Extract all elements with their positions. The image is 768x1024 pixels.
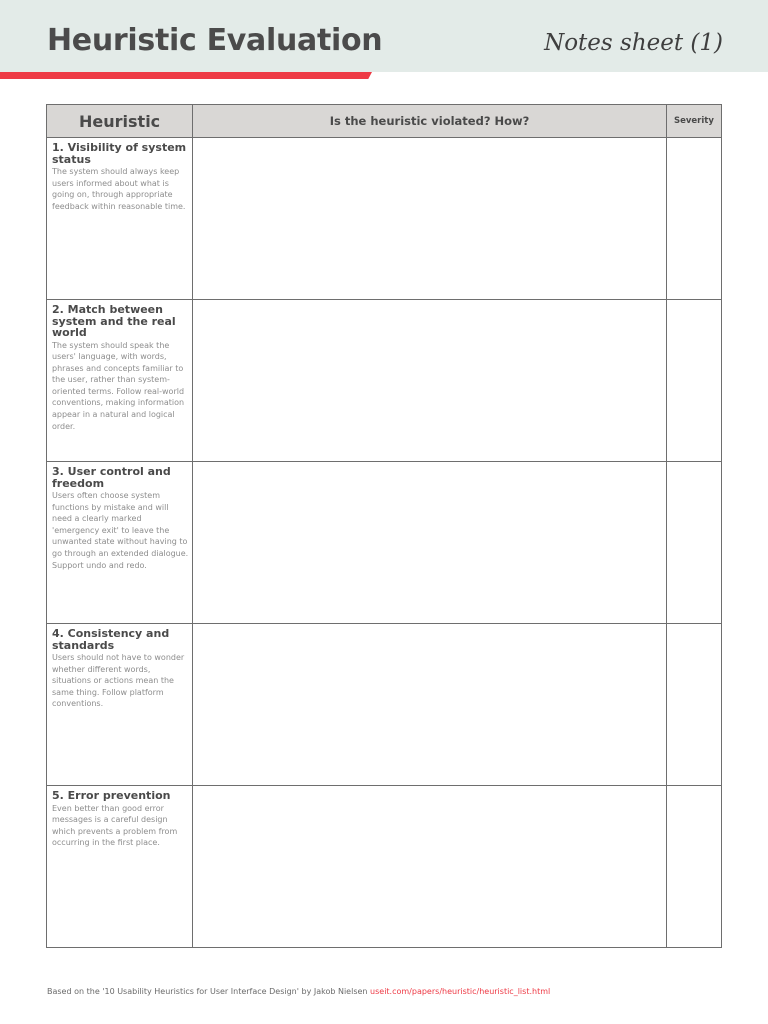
table-row bbox=[47, 462, 722, 624]
heuristic-cell bbox=[47, 138, 193, 300]
notes-cell[interactable] bbox=[193, 786, 667, 948]
heuristic-title: 5. Error prevention bbox=[52, 789, 171, 802]
heuristic-title: 4. Consistency and standards bbox=[52, 627, 170, 652]
footer-citation bbox=[47, 987, 550, 996]
heuristic-cell bbox=[47, 462, 193, 624]
notes-cell[interactable] bbox=[193, 138, 667, 300]
heuristic-description: Even better than good error messages is a careful design which prevents a problem from occurring in the first place. bbox=[52, 803, 178, 848]
heuristic-title: 3. User control and freedom bbox=[52, 465, 171, 490]
heuristic-cell bbox=[47, 300, 193, 462]
severity-cell[interactable] bbox=[666, 462, 721, 624]
table-row bbox=[47, 786, 722, 948]
table-header-row bbox=[47, 105, 722, 138]
heuristic-title: 2. Match between system and the real world bbox=[52, 303, 176, 339]
table-row bbox=[47, 624, 722, 786]
table-row bbox=[47, 300, 722, 462]
severity-cell[interactable] bbox=[666, 786, 721, 948]
footer-text: Based on the '10 Usability Heuristics for User Interface Design' by Jakob Nielsen bbox=[47, 987, 368, 996]
column-header-heuristic: Heuristic bbox=[47, 105, 193, 138]
severity-cell[interactable] bbox=[666, 300, 721, 462]
notes-cell[interactable] bbox=[193, 462, 667, 624]
heuristic-description: Users often choose system functions by mistake and will need a clearly marked 'emergency exit' to leave the unwanted state without having to go through an extended dialogue. Support undo and redo. bbox=[52, 491, 189, 570]
footer-link[interactable]: useit.com/papers/heuristic/heuristic_list.html bbox=[370, 987, 551, 996]
column-header-how: Is the heuristic violated? How? bbox=[193, 105, 667, 138]
heuristic-description: Users should not have to wonder whether different words, situations or actions mean the same thing. Follow platform conventions. bbox=[52, 653, 185, 709]
page-title: Heuristic Evaluation bbox=[47, 23, 383, 58]
heuristic-description: The system should speak the users' language, with words, phrases and concepts familiar to the user, rather than system-oriented terms. Follow real-world conventions, making information appear in a natural and logical order. bbox=[52, 340, 185, 431]
notes-cell[interactable] bbox=[193, 300, 667, 462]
heuristic-cell bbox=[47, 624, 193, 786]
heuristic-table bbox=[46, 104, 722, 948]
severity-cell[interactable] bbox=[666, 138, 721, 300]
table-row bbox=[47, 138, 722, 300]
heuristic-cell bbox=[47, 786, 193, 948]
page-subtitle: Notes sheet (1) bbox=[544, 30, 723, 56]
notes-cell[interactable] bbox=[193, 624, 667, 786]
severity-cell[interactable] bbox=[666, 624, 721, 786]
heuristic-title: 1. Visibility of system status bbox=[52, 141, 187, 166]
column-header-severity: Severity bbox=[666, 105, 721, 138]
accent-bar bbox=[0, 72, 372, 79]
heuristic-description: The system should always keep users informed about what is going on, through appropriate feedback within reasonable time. bbox=[52, 167, 186, 211]
